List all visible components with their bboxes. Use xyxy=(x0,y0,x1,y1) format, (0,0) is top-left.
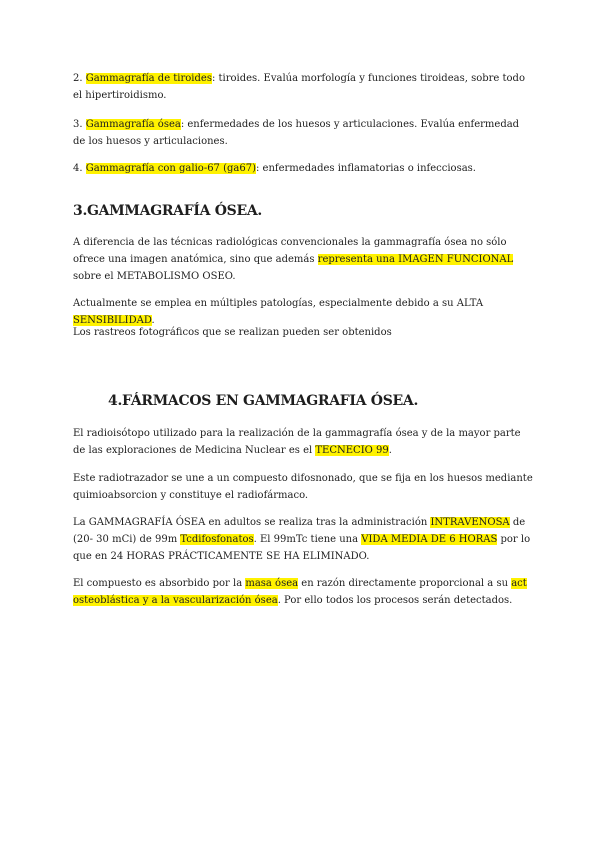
highlight: act osteoblástica y a la vascularización ósea xyxy=(73,578,527,606)
paragraph: El compuesto es absorbido por la masa ósea en razón directamente proporcional a su act osteoblástica y a la vascularización ósea. Por ello todos los procesos serán detectados. xyxy=(73,578,527,606)
paragraph: A diferencia de las técnicas radiológicas convencionales la gammagrafía ósea no sólo ofrece una imagen anatómica, sino que además representa una IMAGEN FUNCIONAL sobre el METABOLISMO OSEO. xyxy=(73,237,514,282)
highlight: INTRAVENOSA xyxy=(430,517,510,528)
highlight: SENSIBILIDAD xyxy=(73,315,152,326)
highlight: Gammagrafía con galio-67 (ga67) xyxy=(85,163,256,174)
paragraph: Actualmente se emplea en múltiples patologías, especialmente debido a su ALTA SENSIBILIDAD. xyxy=(73,298,484,326)
list-item-bone: 3. Gammagrafía ósea: enfermedades de los huesos y articulaciones. Evalúa enfermedad de los huesos y articulaciones. xyxy=(73,119,520,147)
highlight: Gammagrafía ósea xyxy=(85,119,181,130)
highlight: representa una IMAGEN FUNCIONAL xyxy=(317,254,514,265)
list-item-thyroid: 2. Gammagrafía de tiroides: tiroides. Evalúa morfología y funciones tiroideas, sobre todo el hipertiroidismo. xyxy=(73,73,525,101)
highlight: masa ósea xyxy=(245,578,299,589)
paragraph: El radioisótopo utilizado para la realización de la gammagrafía ósea y de la mayor parte de las exploraciones de Medicina Nuclear es el TECNECIO 99. xyxy=(73,428,521,456)
highlight: Gammagrafía de tiroides xyxy=(85,73,212,84)
paragraph: Los rastreos fotográficos que se realizan pueden ser obtenidos xyxy=(73,327,392,338)
paragraph: Este radiotrazador se une a un compuesto difosnonado, que se fija en los huesos mediante quimioabsorcion y constituye el radiofármaco. xyxy=(73,473,533,501)
highlight: Tcdifosfonatos xyxy=(180,534,254,545)
section-heading-4: 4.FÁRMACOS EN GAMMAGRAFIA ÓSEA. xyxy=(108,393,419,409)
highlight: TECNECIO 99 xyxy=(315,445,389,456)
section-heading-3: 3.GAMMAGRAFÍA ÓSEA. xyxy=(73,203,262,219)
paragraph: La GAMMAGRAFÍA ÓSEA en adultos se realiza tras la administración INTRAVENOSA de (20- 30 mCi) de 99m Tcdifosfonatos. El 99mTc tiene una VIDA MEDIA DE 6 HORAS por lo que en 24 HORAS PRÁCTICAMENTE SE HA ELIMINADO. xyxy=(73,517,531,562)
list-item-gallium: 4. Gammagrafía con galio-67 (ga67): enfermedades inflamatorias o infecciosas. xyxy=(73,163,476,174)
highlight: VIDA MEDIA DE 6 HORAS xyxy=(361,534,498,545)
